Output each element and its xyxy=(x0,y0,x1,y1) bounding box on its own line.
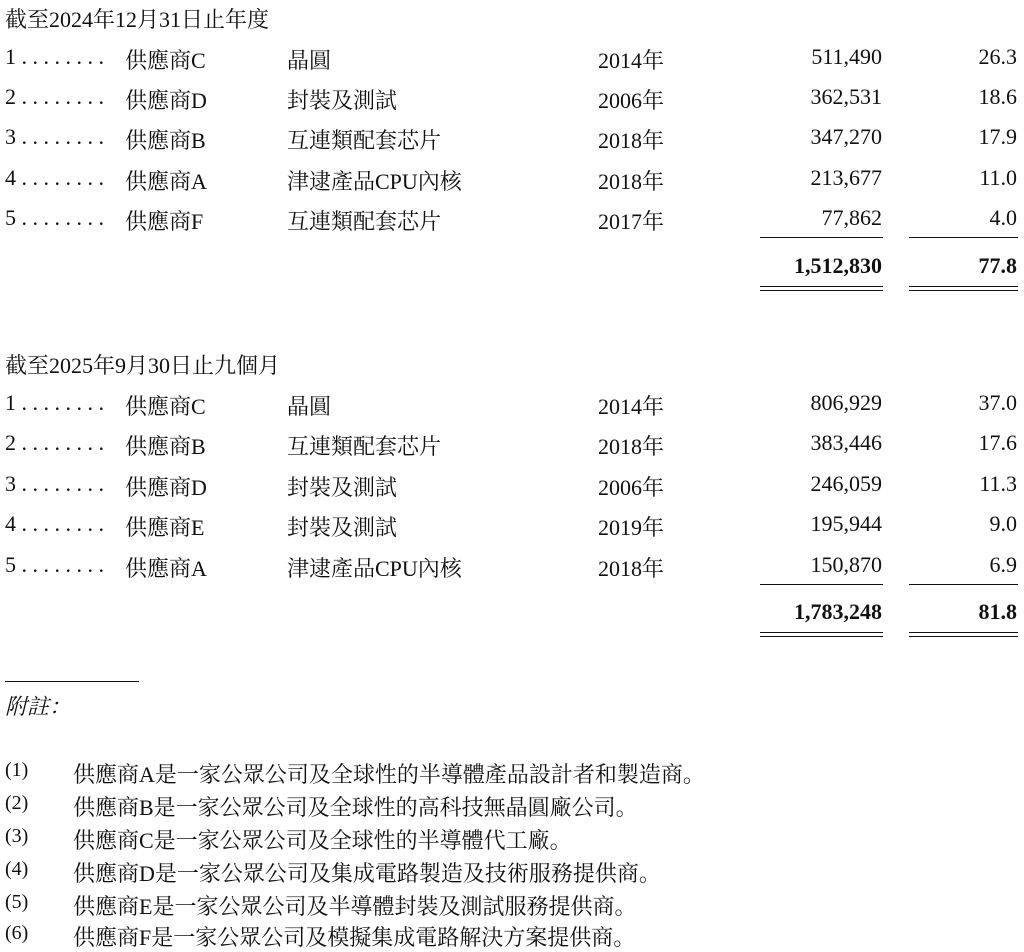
purchase-amount: 383,446 xyxy=(810,430,882,455)
footnote-item xyxy=(0,824,1024,854)
product-type: 互連類配套芯片 xyxy=(287,128,442,153)
table-row xyxy=(0,84,1024,114)
row-index: 3 . . . . . . . . xyxy=(5,471,104,496)
footnote-item xyxy=(0,921,1024,951)
footnote-text: 供應商F是一家公眾公司及模擬集成電路解決方案提供商。 xyxy=(73,925,636,950)
product-type: 晶圓 xyxy=(287,48,332,73)
product-type: 封裝及測試 xyxy=(287,88,398,113)
subtotal-rule xyxy=(909,237,1018,238)
footnote-item xyxy=(0,890,1024,920)
table-row xyxy=(0,511,1024,541)
supplier-name: 供應商C xyxy=(125,394,206,419)
row-index: 3 . . . . . . . . xyxy=(5,124,104,149)
row-index: 4 . . . . . . . . xyxy=(5,165,104,190)
supplier-name: 供應商A xyxy=(125,556,207,581)
supplier-name: 供應商D xyxy=(125,475,207,500)
supplier-name: 供應商F xyxy=(125,209,204,234)
purchase-amount: 362,531 xyxy=(810,84,882,109)
row-index: 2 . . . . . . . . xyxy=(5,84,104,109)
supplier-name: 供應商D xyxy=(125,88,207,113)
purchase-amount: 806,929 xyxy=(810,390,882,415)
purchase-percentage: 11.0 xyxy=(979,165,1017,190)
product-type: 津逮產品CPU內核 xyxy=(287,169,462,194)
footnote-item xyxy=(0,857,1024,887)
relationship-year: 2017年 xyxy=(598,209,665,234)
footnote-number: (6) xyxy=(5,922,29,944)
footnote-number: (3) xyxy=(5,825,29,847)
footnote-number: (2) xyxy=(5,792,29,814)
section-heading-2024: 截至2024年12月31日止年度 xyxy=(5,7,270,32)
table-row xyxy=(0,552,1024,582)
purchase-amount: 213,677 xyxy=(810,165,882,190)
relationship-year: 2019年 xyxy=(598,515,665,540)
supplier-name: 供應商B xyxy=(125,128,206,153)
footnote-text: 供應商C是一家公眾公司及全球性的半導體代工廠。 xyxy=(73,828,572,853)
supplier-name: 供應商C xyxy=(125,48,206,73)
purchase-percentage: 37.0 xyxy=(978,390,1017,415)
relationship-year: 2006年 xyxy=(598,475,665,500)
purchase-amount: 347,270 xyxy=(810,124,882,149)
table-row xyxy=(0,124,1024,154)
purchase-amount: 195,944 xyxy=(810,511,882,536)
total-amount: 1,512,830 xyxy=(794,253,882,278)
total-amount: 1,783,248 xyxy=(794,599,882,624)
supplier-name: 供應商B xyxy=(125,434,206,459)
subtotal-rule xyxy=(909,584,1018,585)
total-double-rule xyxy=(909,632,1018,637)
product-type: 封裝及測試 xyxy=(287,515,398,540)
total-double-rule xyxy=(760,286,883,291)
row-index: 5 . . . . . . . . xyxy=(5,552,104,577)
purchase-amount: 246,059 xyxy=(810,471,882,496)
purchase-amount: 511,490 xyxy=(811,44,882,69)
footnote-divider xyxy=(5,681,139,682)
product-type: 津逮產品CPU內核 xyxy=(287,556,462,581)
total-double-rule xyxy=(760,632,883,637)
total-percentage: 77.8 xyxy=(978,253,1017,278)
table-row xyxy=(0,471,1024,501)
purchase-percentage: 17.6 xyxy=(978,430,1017,455)
row-index: 2 . . . . . . . . xyxy=(5,430,104,455)
product-type: 互連類配套芯片 xyxy=(287,434,442,459)
relationship-year: 2014年 xyxy=(598,48,665,73)
table-row xyxy=(0,205,1024,235)
row-index: 5 . . . . . . . . xyxy=(5,205,104,230)
table-row xyxy=(0,430,1024,460)
purchase-percentage: 18.6 xyxy=(978,84,1017,109)
purchase-amount: 77,862 xyxy=(821,205,882,230)
purchase-percentage: 9.0 xyxy=(989,511,1017,536)
footnote-number: (4) xyxy=(5,858,29,880)
relationship-year: 2006年 xyxy=(598,88,665,113)
table-row xyxy=(0,165,1024,195)
total-double-rule xyxy=(909,286,1018,291)
relationship-year: 2018年 xyxy=(598,434,665,459)
relationship-year: 2018年 xyxy=(598,169,665,194)
purchase-percentage: 11.3 xyxy=(979,471,1017,496)
relationship-year: 2014年 xyxy=(598,394,665,419)
footnote-number: (1) xyxy=(5,759,29,781)
product-type: 晶圓 xyxy=(287,394,332,419)
notes-title: 附註： xyxy=(5,694,72,719)
product-type: 互連類配套芯片 xyxy=(287,209,442,234)
footnote-text: 供應商A是一家公眾公司及全球性的半導體產品設計者和製造商。 xyxy=(73,762,705,787)
row-index: 4 . . . . . . . . xyxy=(5,511,104,536)
total-row xyxy=(0,599,1024,629)
footnote-item xyxy=(0,758,1024,788)
footnote-item xyxy=(0,791,1024,821)
supplier-name: 供應商E xyxy=(125,515,205,540)
subtotal-rule xyxy=(760,584,883,585)
purchase-percentage: 17.9 xyxy=(978,124,1017,149)
supplier-name: 供應商A xyxy=(125,169,207,194)
footnote-text: 供應商E是一家公眾公司及半導體封裝及測試服務提供商。 xyxy=(73,894,637,919)
footnote-text: 供應商D是一家公眾公司及集成電路製造及技術服務提供商。 xyxy=(73,861,661,886)
relationship-year: 2018年 xyxy=(598,128,665,153)
total-row xyxy=(0,253,1024,283)
total-percentage: 81.8 xyxy=(978,599,1017,624)
purchase-percentage: 4.0 xyxy=(989,205,1017,230)
row-index: 1 . . . . . . . . xyxy=(5,44,104,69)
subtotal-rule xyxy=(760,237,883,238)
footnote-number: (5) xyxy=(5,891,29,913)
purchase-percentage: 6.9 xyxy=(989,552,1017,577)
table-row xyxy=(0,390,1024,420)
row-index: 1 . . . . . . . . xyxy=(5,390,104,415)
purchase-amount: 150,870 xyxy=(810,552,882,577)
purchase-percentage: 26.3 xyxy=(978,44,1017,69)
table-row xyxy=(0,44,1024,74)
relationship-year: 2018年 xyxy=(598,556,665,581)
section-heading-2025: 截至2025年9月30日止九個月 xyxy=(5,353,281,378)
product-type: 封裝及測試 xyxy=(287,475,398,500)
footnote-text: 供應商B是一家公眾公司及全球性的高科技無晶圓廠公司。 xyxy=(73,795,638,820)
